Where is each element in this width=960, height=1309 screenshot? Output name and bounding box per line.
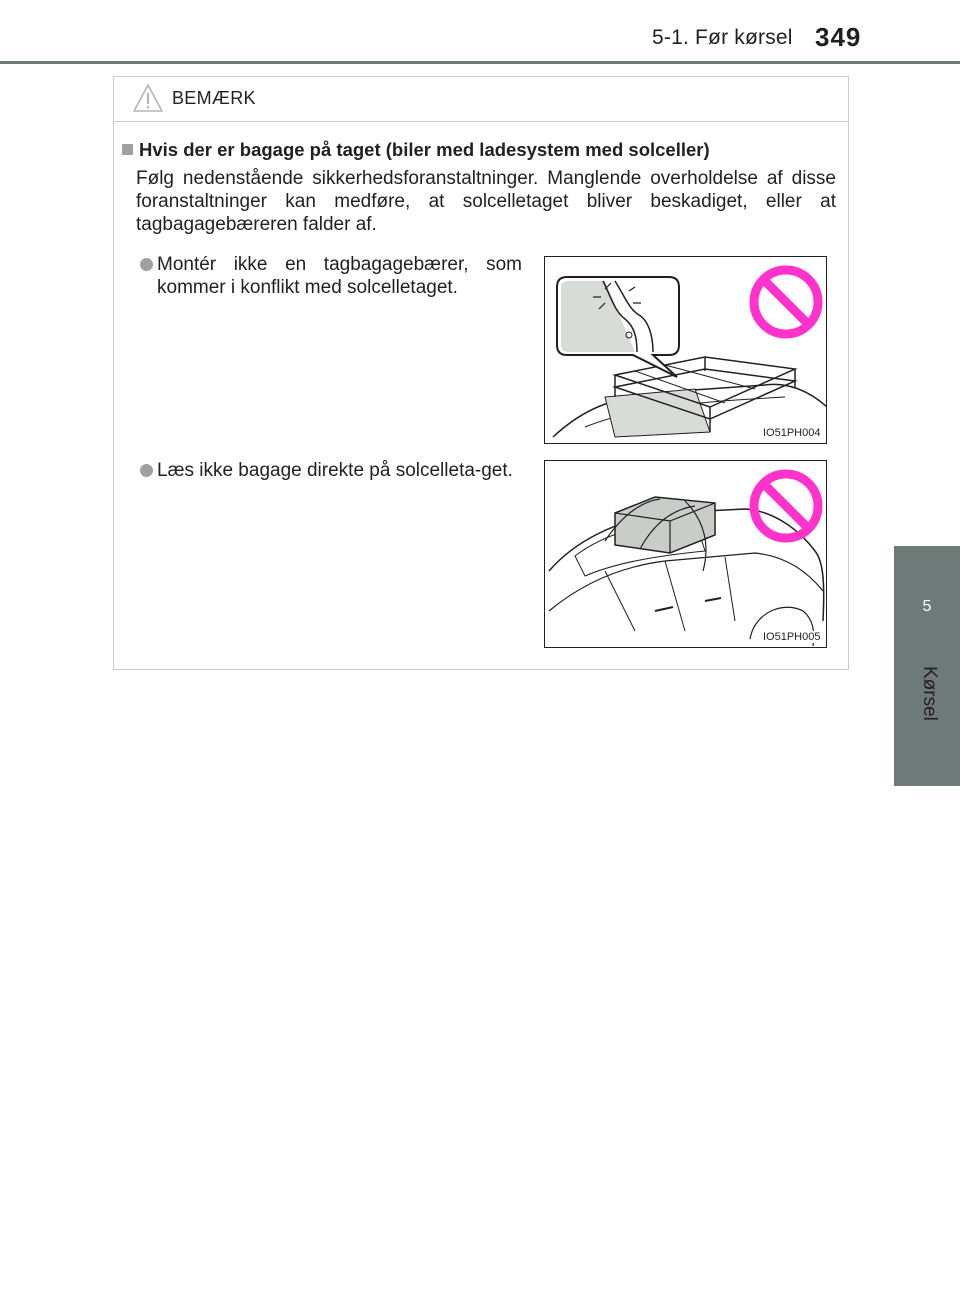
prohibited-icon [754,474,818,538]
square-bullet-icon [122,144,133,155]
bullet-icon [140,464,153,477]
intro-paragraph: Følg nedenstående sikkerhedsforanstaltninger. Manglende overholdelse af disse foranstaltninger kan medføre, at solcelletaget bliver beskadiget, eller at tagbagagebæreren falder af. [136,168,836,235]
header-section-title: 5-1. Før kørsel [652,26,793,49]
notice-header [114,77,848,122]
section-title-text: Hvis der er bagage på taget (biler med ladesystem med solceller) [139,139,710,160]
roof-carrier-illustration [545,257,827,444]
figure-code: IO51PH005 [763,631,821,643]
figure-luggage-on-roof [544,460,827,648]
figure-code: IO51PH004 [763,427,821,439]
warning-icon [132,83,164,113]
bullet-icon [140,258,153,271]
page-number: 349 [815,22,862,52]
chapter-number: 5 [922,598,932,615]
section-title [122,139,710,161]
list-item [140,253,522,299]
notice-box [113,76,849,670]
chapter-label: Kørsel [919,666,940,721]
list-item-text: Læs ikke bagage direkte på solcelleta-get. [157,460,513,481]
list-item [140,459,522,482]
luggage-illustration [545,461,827,648]
header-rule [0,61,960,64]
chapter-tab [894,546,960,786]
prohibited-icon [754,270,818,334]
figure-roof-carrier [544,256,827,444]
list-item-text: Montér ikke en tagbagagebærer, som kommer i konflikt med solcelletaget. [157,254,522,298]
notice-title: BEMÆRK [172,88,256,108]
